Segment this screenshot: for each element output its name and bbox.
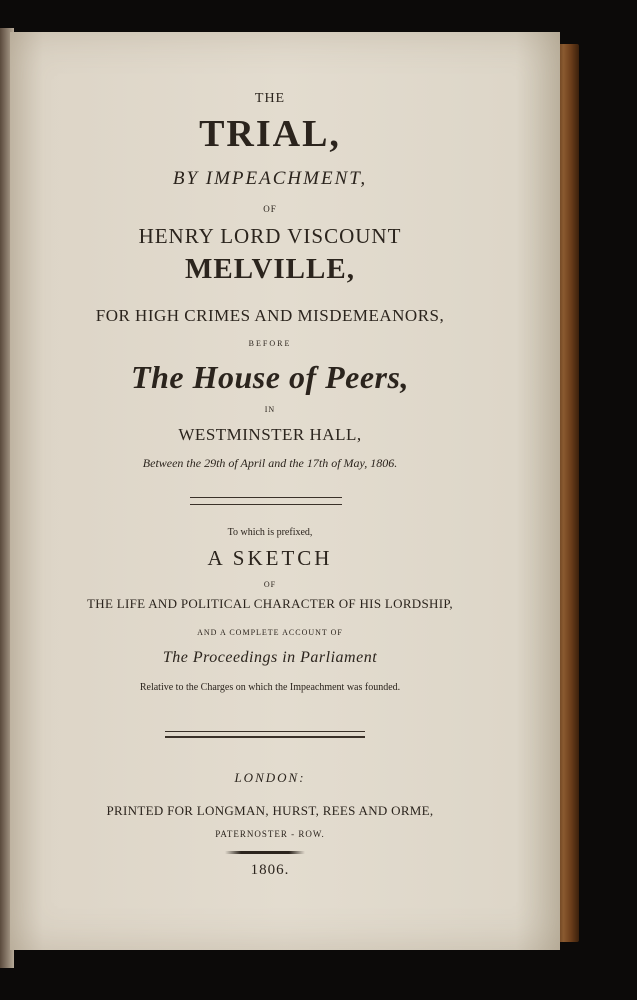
date-range: Between the 29th of April and the 17th of May, 1806. [142, 456, 398, 470]
double-rule-divider [190, 497, 342, 505]
ornamental-rule [225, 851, 305, 854]
heading-trial: TRIAL, [199, 113, 341, 155]
of-text-2: OF [263, 580, 277, 589]
in-text: IN [264, 405, 276, 414]
crimes-line: FOR HIGH CRIMES AND MISDEMEANORS, [95, 306, 445, 325]
by-impeachment: BY IMPEACHMENT, [172, 168, 368, 189]
life-character-line: THE LIFE AND POLITICAL CHARACTER OF HIS LORDSHIP, [87, 596, 453, 611]
before-text: BEFORE [248, 339, 292, 348]
of-text-1: OF [263, 204, 277, 214]
thick-rule-divider [165, 731, 365, 738]
relative-line: Relative to the Charges on which the Impeachment was founded. [139, 682, 401, 693]
heading-the: THE [254, 91, 286, 106]
complete-account-line: AND A COMPLETE ACCOUNT OF [197, 628, 343, 637]
sketch-heading: A SKETCH [207, 546, 333, 570]
melville-name: MELVILLE, [185, 253, 355, 285]
house-of-peers: The House of Peers, [131, 359, 409, 395]
title-page [10, 32, 560, 950]
henry-lord-viscount: HENRY LORD VISCOUNT [138, 224, 402, 248]
imprint-printer: PRINTED FOR LONGMAN, HURST, REES AND ORME, [106, 803, 434, 818]
westminster-hall: WESTMINSTER HALL, [178, 425, 362, 444]
prefixed-text: To which is prefixed, [227, 527, 313, 538]
imprint-london: LONDON: [234, 770, 306, 785]
imprint-address: PATERNOSTER - ROW. [215, 829, 325, 839]
publication-year: 1806. [250, 862, 290, 878]
proceedings-heading: The Proceedings in Parliament [162, 649, 378, 666]
